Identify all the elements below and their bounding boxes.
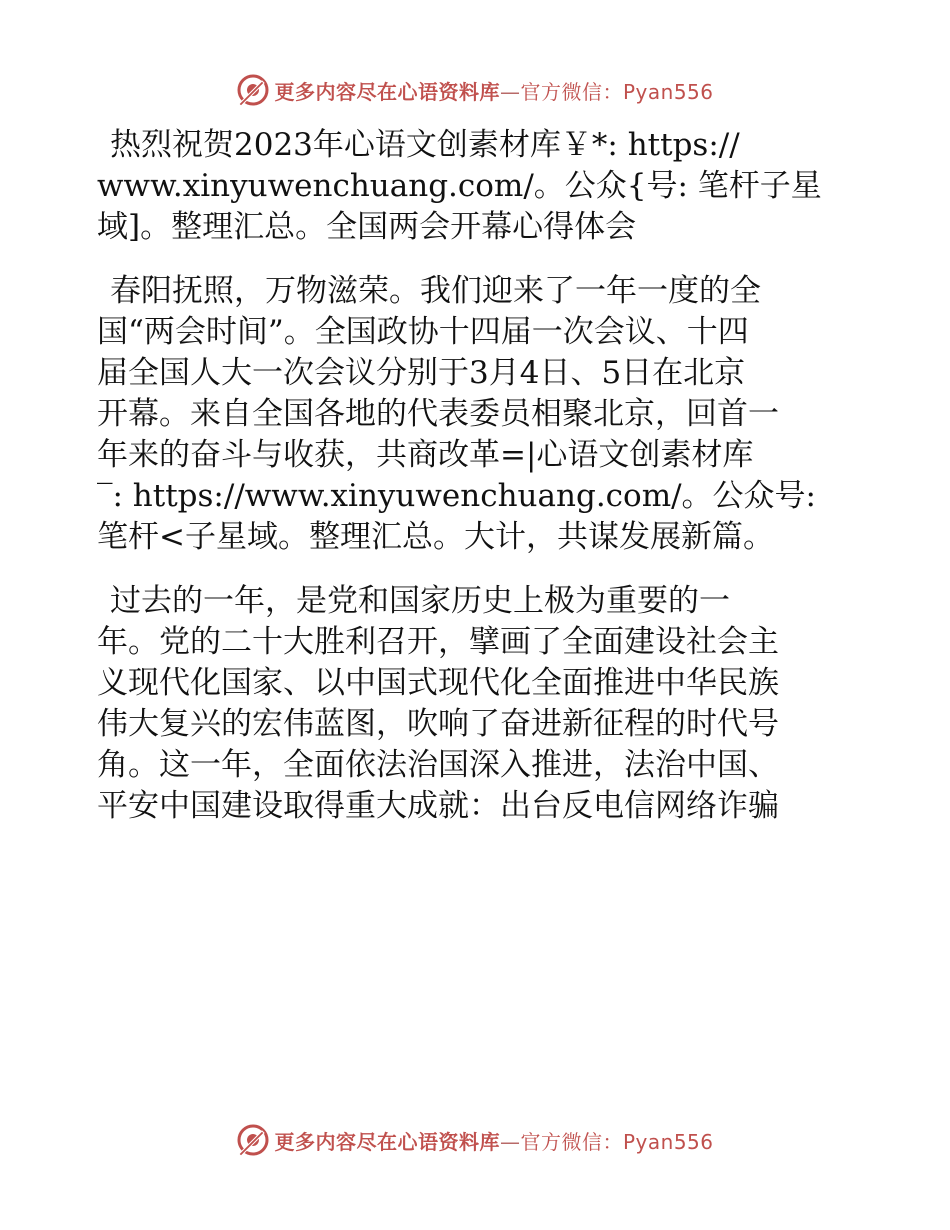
document-body <box>97 125 857 850</box>
text-line: 春阳抚照，万物滋荣。我们迎来了一年一度的全 <box>110 273 761 309</box>
banner-dash: — <box>499 79 521 104</box>
banner-prefix: 更多内容尽在心语资料库 <box>274 1129 500 1154</box>
text-line: 过去的一年，是党和国家历史上极为重要的一 <box>110 583 730 619</box>
text-line: 国“两会时间”。全国政协十四届一次会议、十四 <box>97 314 749 350</box>
text-line: 年来的奋斗与收获，共商改革=|心语文创素材库 <box>97 437 754 473</box>
footer-watermark-banner <box>0 1120 950 1160</box>
text-line: 开幕。来自全国各地的代表委员相聚北京，回首一 <box>97 396 779 432</box>
header-watermark-banner <box>0 70 950 110</box>
banner-wechat-id: Pyan556 <box>622 1129 714 1154</box>
text-line: ‾: https://www.xinyuwenchuang.com/。公众号: <box>97 478 816 514</box>
text-line: 平安中国建设取得重大成就：出台反电信网络诈骗 <box>97 788 779 824</box>
paragraph-3 <box>97 581 857 827</box>
text-line: 角。这一年，全面依法治国深入推进，法治中国、 <box>97 747 779 783</box>
banner-text <box>274 1126 713 1155</box>
text-line: 热烈祝贺2023年心语文创素材库￥*: https:// <box>110 127 740 163</box>
banner-dash: — <box>499 1129 521 1154</box>
text-line: 笔杆<子星域。整理汇总。大计，共谋发展新篇。 <box>97 519 774 555</box>
text-line: 义现代化国家、以中国式现代化全面推进中华民族 <box>97 665 779 701</box>
banner-wechat-label: 官方微信： <box>520 79 623 104</box>
pen-logo-icon <box>236 73 270 107</box>
paragraph-2 <box>97 271 857 558</box>
text-line: 年。党的二十大胜利召开，擘画了全面建设社会主 <box>97 624 779 660</box>
pen-logo-icon <box>236 1123 270 1157</box>
text-line: 届全国人大一次会议分别于3月4日、5日在北京 <box>97 355 746 391</box>
banner-prefix: 更多内容尽在心语资料库 <box>274 79 500 104</box>
banner-wechat-id: Pyan556 <box>622 79 714 104</box>
text-line: 域]。整理汇总。全国两会开幕心得体会 <box>97 209 637 245</box>
text-line: 伟大复兴的宏伟蓝图，吹响了奋进新征程的时代号 <box>97 706 779 742</box>
banner-text <box>274 76 713 105</box>
banner-wechat-label: 官方微信： <box>520 1129 623 1154</box>
paragraph-1 <box>97 125 857 248</box>
text-line: www.xinyuwenchuang.com/。公众{号: 笔杆子星 <box>97 168 822 204</box>
